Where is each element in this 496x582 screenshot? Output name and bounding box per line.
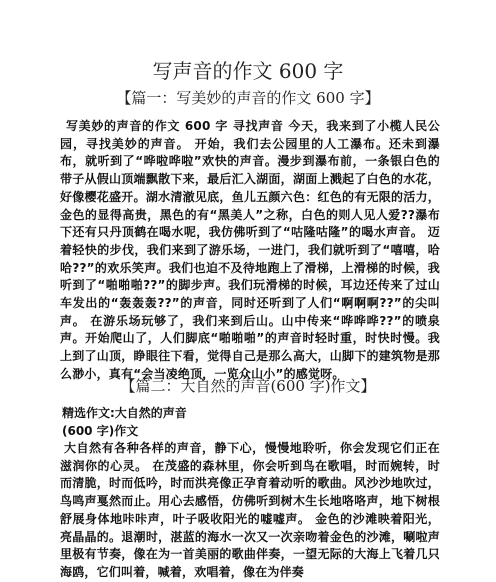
document-title: 写声音的作文 600 字 bbox=[152, 59, 344, 83]
section-heading-2: 【篇二：大自然的声音(600 字)作文】 bbox=[120, 377, 376, 395]
section-body-2: 大自然有各种各样的声音，静下心，慢慢地聆听，你会发现它们正在滋润你的心灵。 在茂盛的森林里，你会听到鸟在歌唱，时而婉转，时而清脆，时而低吟，时而洪亮像正孕育着动听的歌曲。风沙沙地吹过，鸟鸣声戛然而止。用心去感悟，仿佛听到树木生长地咯咯声，地下树根舒展身体地咔咔声，叶子吸收阳光的嘘嘘声。 金色的沙滩映着阳光，亮晶晶的。退潮时，湛蓝的海水一次又一次亲吻着金色的沙滩，唰啦声里极有节奏，像在为一首美丽的歌曲伴奏，一望无际的大海上飞着几只海鸥，它们叫着，喊着，欢唱着，像在为伴奏 bbox=[60, 441, 440, 579]
section-heading-1: 【篇一：写美妙的声音的作文 600 字】 bbox=[116, 89, 380, 107]
section-label-2: 精选作文:大自然的声音(600 字)作文 bbox=[62, 406, 187, 438]
section-body-1: 写美妙的声音的作文 600 字 寻找声音 今天，我来到了小榄人民公园，寻找美妙的声音。 开始，我们去公园里的人工瀑布。还未到瀑布，就听到了“哗啦哗啦”欢快的声音。漫步到瀑布前，一条银白色的带子从假山顶端飘散下来，最后汇入湖面，湖面上溅起了白色的水花，好像樱花盛开。湖水清澈见底，鱼儿五颜六色：红色的有无限的活力，金色的显得高贵，黑色的有“黑美人”之称，白色的则人见人爱??瀑布下还有只丹顶鹤在喝水呢，我仿佛听到了“咕隆咕隆”的喝水声音。 迈着轻快的步伐，我们来到了游乐场，一进门，我们就听到了“嘻嘻，哈哈??”的欢乐笑声。我们也迫不及待地跑上了滑梯，上滑梯的时候，我听到了“啪啪啪??”的脚步声。我们玩滑梯的时候，耳边还传来了过山车发出的“轰轰轰??”的声音，同时还听到了人们“啊啊啊??”的尖叫声。 在游乐场玩够了，我们来到后山。山中传来“哗哗哗??”的喷泉声。开始爬山了，人们脚底“啪啪啪”的声音时轻时重，时快时慢。我上到了山顶，睁眼往下看，觉得自己是那么高大，山脚下的建筑物是那么渺小，真有“会当凌绝顶，一览众山小”的感觉呀。 bbox=[60, 119, 440, 381]
